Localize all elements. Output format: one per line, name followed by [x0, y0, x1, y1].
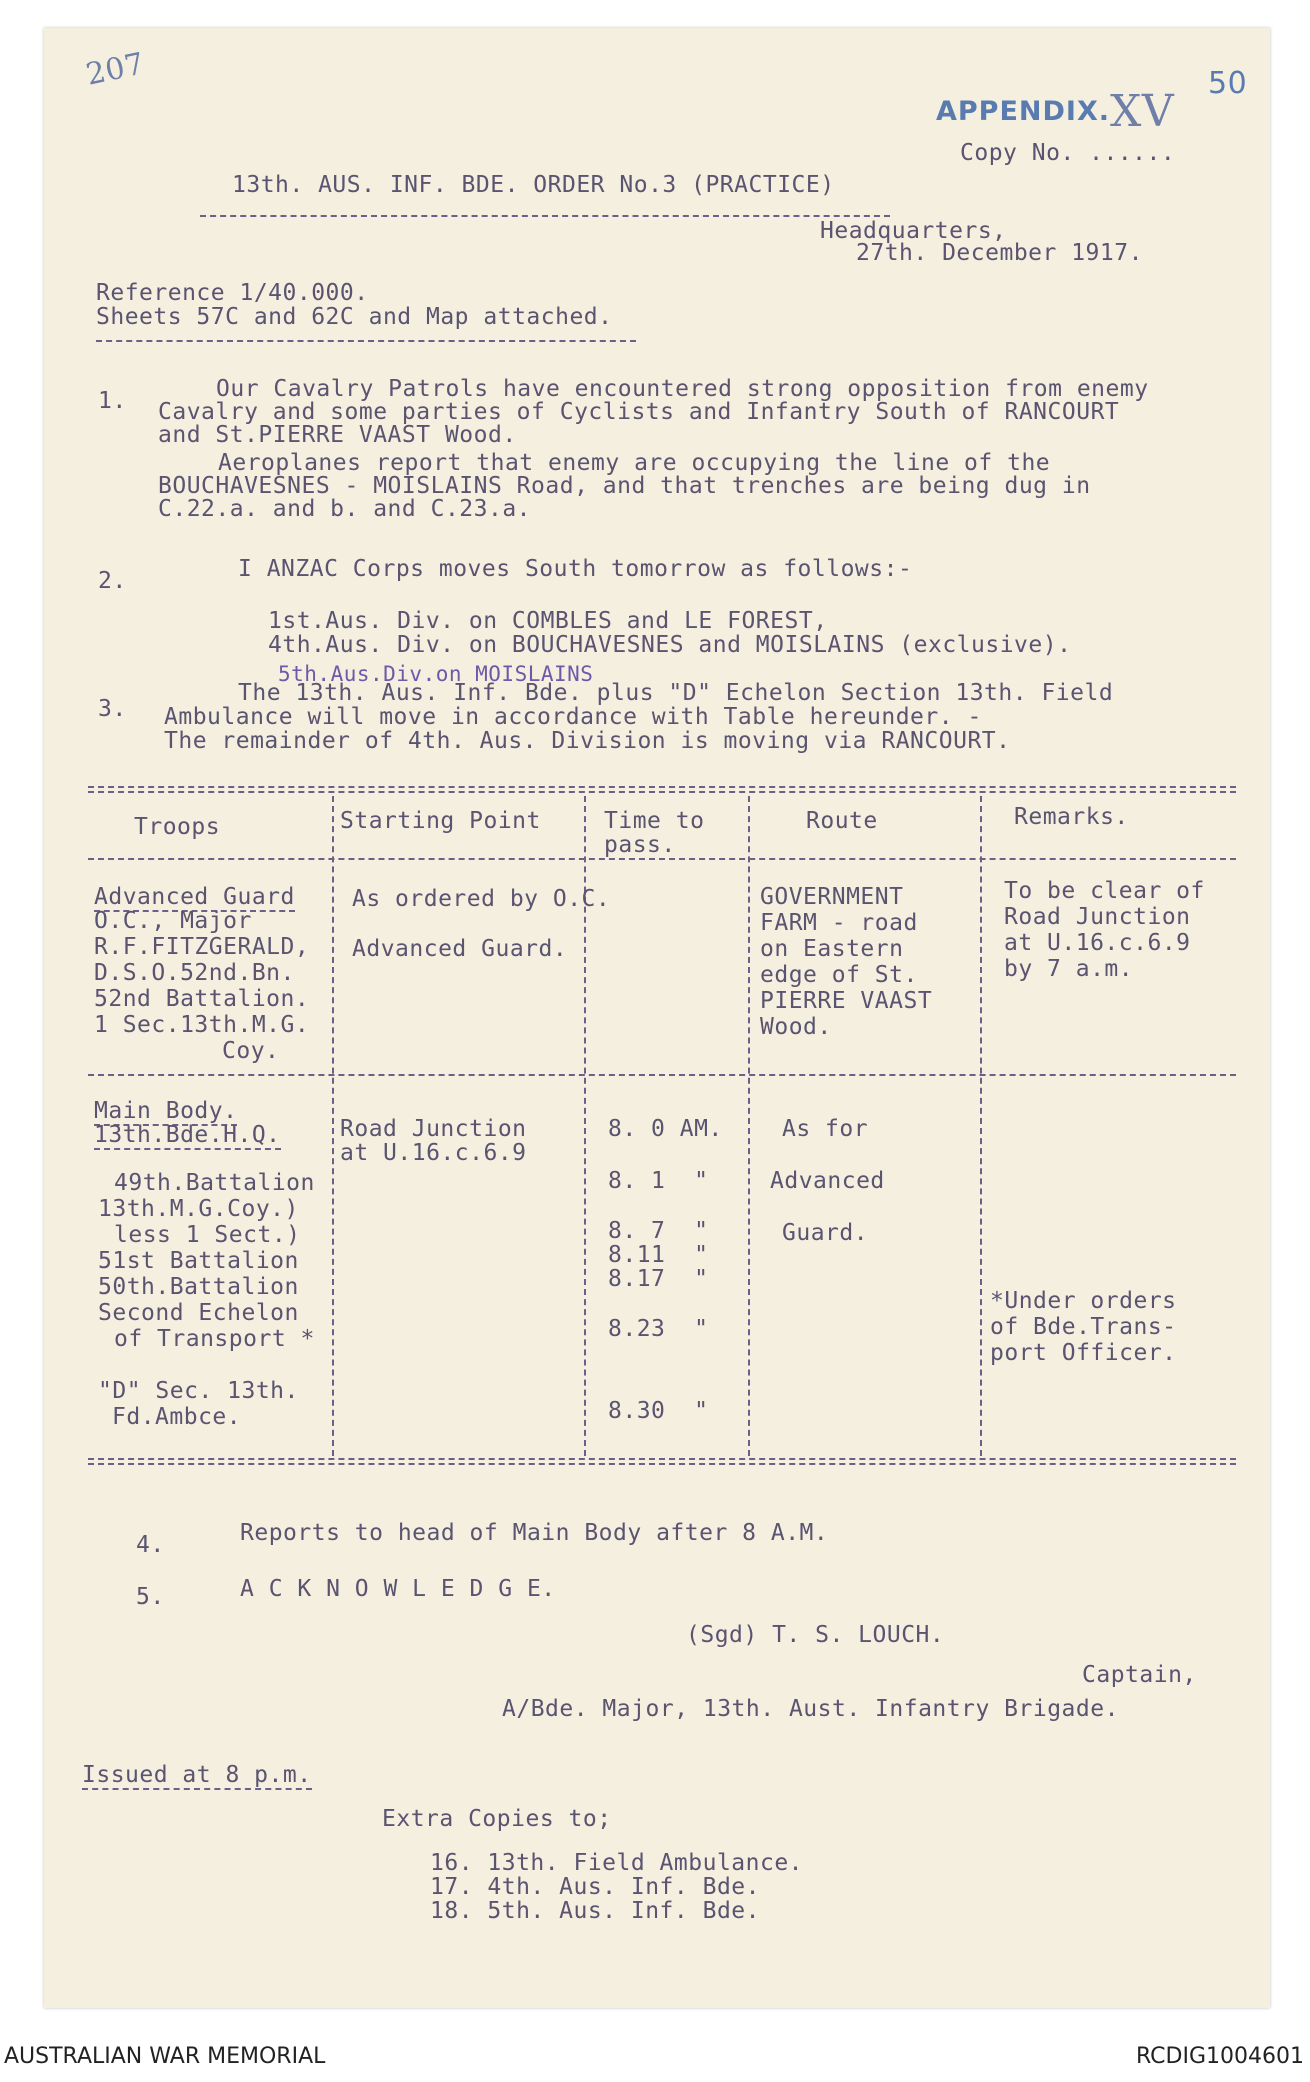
footer-institution: AUSTRALIAN WAR MEMORIAL — [4, 2044, 326, 2069]
order-date: 27th. December 1917. — [856, 240, 1143, 266]
appendix-roman-numeral: XV — [1110, 86, 1175, 137]
para3-line: Ambulance will move in accordance with Table hereunder. - — [164, 704, 982, 730]
headquarters-label: Headquarters, — [820, 218, 1007, 244]
adv-remarks-line: Road Junction — [1004, 904, 1191, 930]
adv-route-line: Wood. — [760, 1014, 832, 1040]
signature-name: (Sgd) T. S. LOUCH. — [686, 1622, 945, 1648]
para2-division: 4th.Aus. Div. on BOUCHAVESNES and MOISLAINS (exclusive). — [268, 632, 1072, 658]
table-row-rule — [88, 1074, 1236, 1076]
table-column-divider — [748, 796, 750, 1456]
main-time: 8. 1 " — [608, 1168, 709, 1194]
para5-text: A C K N O W L E D G E. — [240, 1576, 556, 1602]
para1-number: 1. — [98, 388, 127, 414]
para4-number: 4. — [136, 1532, 165, 1558]
extra-copy-item: 17. 4th. Aus. Inf. Bde. — [430, 1874, 760, 1900]
adv-troops-line: Coy. — [222, 1038, 280, 1064]
main-time: 8.11 " — [608, 1242, 709, 1268]
main-remarks-line: port Officer. — [990, 1340, 1177, 1366]
main-route-line: Advanced — [770, 1168, 885, 1194]
table-bottom-rule — [88, 1458, 1236, 1460]
signature-rank: Captain, — [1082, 1662, 1197, 1688]
adv-start-line: Advanced Guard. — [352, 936, 568, 962]
adv-remarks-line: by 7 a.m. — [1004, 956, 1134, 982]
para1-line: Aeroplanes report that enemy are occupying the line of the — [218, 450, 1051, 476]
main-start-line: Road Junction — [340, 1116, 527, 1142]
table-top-rule — [88, 786, 1236, 788]
main-troops-line: 13th.Bde.H.Q. — [94, 1122, 281, 1148]
folio-pencil-number: 207 — [83, 46, 148, 93]
main-troops-line: 50th.Battalion — [98, 1274, 299, 1300]
main-troops-line: 51st Battalion — [98, 1248, 299, 1274]
copy-number: Copy No. ...... — [960, 140, 1176, 166]
table-header-rule — [88, 858, 1236, 860]
main-remarks-line: *Under orders — [990, 1288, 1177, 1314]
adv-troops-line: D.S.O.52nd.Bn. — [94, 960, 295, 986]
header-route: Route — [806, 808, 878, 834]
para1-line: Our Cavalry Patrols have encountered strong opposition from enemy — [216, 376, 1149, 402]
para2-division: 1st.Aus. Div. on COMBLES and LE FOREST, — [268, 608, 828, 634]
para2-number: 2. — [98, 568, 127, 594]
signature-title: A/Bde. Major, 13th. Aust. Infantry Brigade. — [502, 1696, 1119, 1722]
order-title: 13th. AUS. INF. BDE. ORDER No.3 (PRACTICE) — [232, 172, 835, 198]
folio-stamp-number: 50 — [1208, 66, 1248, 101]
extra-copy-item: 18. 5th. Aus. Inf. Bde. — [430, 1898, 760, 1924]
header-time: pass. — [604, 832, 676, 858]
para3-line: The 13th. Aus. Inf. Bde. plus "D" Echelon Section 13th. Field — [238, 680, 1114, 706]
map-reference: Reference 1/40.000. — [96, 280, 369, 306]
map-sheets: Sheets 57C and 62C and Map attached. — [96, 304, 613, 330]
main-time: 8. 0 AM. — [608, 1116, 723, 1142]
table-bottom-rule — [88, 1463, 1236, 1465]
para1-line: Cavalry and some parties of Cyclists and Infantry South of RANCOURT — [158, 399, 1120, 425]
adv-route-line: PIERRE VAAST — [760, 988, 933, 1014]
main-time: 8. 7 " — [608, 1218, 709, 1244]
adv-troops-line: O.C., Major — [94, 908, 252, 934]
header-troops: Troops — [134, 814, 221, 840]
main-troops-line: Fd.Ambce. — [112, 1404, 242, 1430]
adv-troops-line: 1 Sec.13th.M.G. — [94, 1012, 310, 1038]
para1-line: C.22.a. and b. and C.23.a. — [158, 496, 532, 522]
reference-underline — [96, 340, 636, 342]
adv-route-line: on Eastern — [760, 936, 904, 962]
main-remarks-line: of Bde.Trans- — [990, 1314, 1177, 1340]
para5-number: 5. — [136, 1584, 165, 1610]
main-time: 8.17 " — [608, 1266, 709, 1292]
main-troops-line: 49th.Battalion — [114, 1170, 315, 1196]
main-troops-line: 13th.M.G.Coy.) — [98, 1196, 299, 1222]
main-route-line: Guard. — [782, 1220, 869, 1246]
extra-copies-label: Extra Copies to; — [382, 1806, 612, 1832]
header-remarks: Remarks. — [1014, 804, 1129, 830]
main-troops-line: of Transport * — [114, 1326, 315, 1352]
main-troops-line: less 1 Sect.) — [114, 1222, 301, 1248]
main-time: 8.23 " — [608, 1316, 709, 1342]
adv-route-line: GOVERNMENT — [760, 884, 904, 910]
main-troops-line: Main Body. — [94, 1098, 238, 1124]
para4-text: Reports to head of Main Body after 8 A.M. — [240, 1520, 829, 1546]
title-underline — [200, 215, 890, 217]
issued-time: Issued at 8 p.m. — [82, 1762, 312, 1788]
adv-remarks-line: To be clear of — [1004, 878, 1205, 904]
para3-number: 3. — [98, 696, 127, 722]
adv-route-line: FARM - road — [760, 910, 918, 936]
adv-route-line: edge of St. — [760, 962, 918, 988]
header-time: Time to — [604, 808, 705, 834]
table-column-divider — [332, 796, 334, 1456]
footer-record-id: RCDIG1004601 — [1135, 2044, 1304, 2069]
para2-division-handwritten: 5th.Aus.Div.on MOISLAINS — [278, 662, 594, 686]
para2-intro: I ANZAC Corps moves South tomorrow as follows:- — [238, 556, 913, 582]
main-time: 8.30 " — [608, 1398, 709, 1424]
adv-remarks-line: at U.16.c.6.9 — [1004, 930, 1191, 956]
main-route-line: As for — [782, 1116, 869, 1142]
table-top-rule — [88, 791, 1236, 793]
extra-copy-item: 16. 13th. Field Ambulance. — [430, 1850, 804, 1876]
para3-line: The remainder of 4th. Aus. Division is moving via RANCOURT. — [164, 728, 1011, 754]
adv-start-line: As ordered by O.C. — [352, 886, 611, 912]
para1-line: BOUCHAVESNES - MOISLAINS Road, and that trenches are being dug in — [158, 473, 1091, 499]
main-troops-line: "D" Sec. 13th. — [98, 1378, 299, 1404]
main-start-line: at U.16.c.6.9 — [340, 1140, 527, 1166]
adv-troops-line: 52nd Battalion. — [94, 986, 310, 1012]
para1-line: and St.PIERRE VAAST Wood. — [158, 422, 517, 448]
adv-troops-line: R.F.FITZGERALD, — [94, 934, 310, 960]
main-troops-line: Second Echelon — [98, 1300, 299, 1326]
header-starting-point: Starting Point — [340, 808, 541, 834]
appendix-stamp: APPENDIX. — [936, 96, 1111, 127]
table-column-divider — [980, 796, 982, 1456]
adv-troops-line: Advanced Guard — [94, 884, 295, 910]
